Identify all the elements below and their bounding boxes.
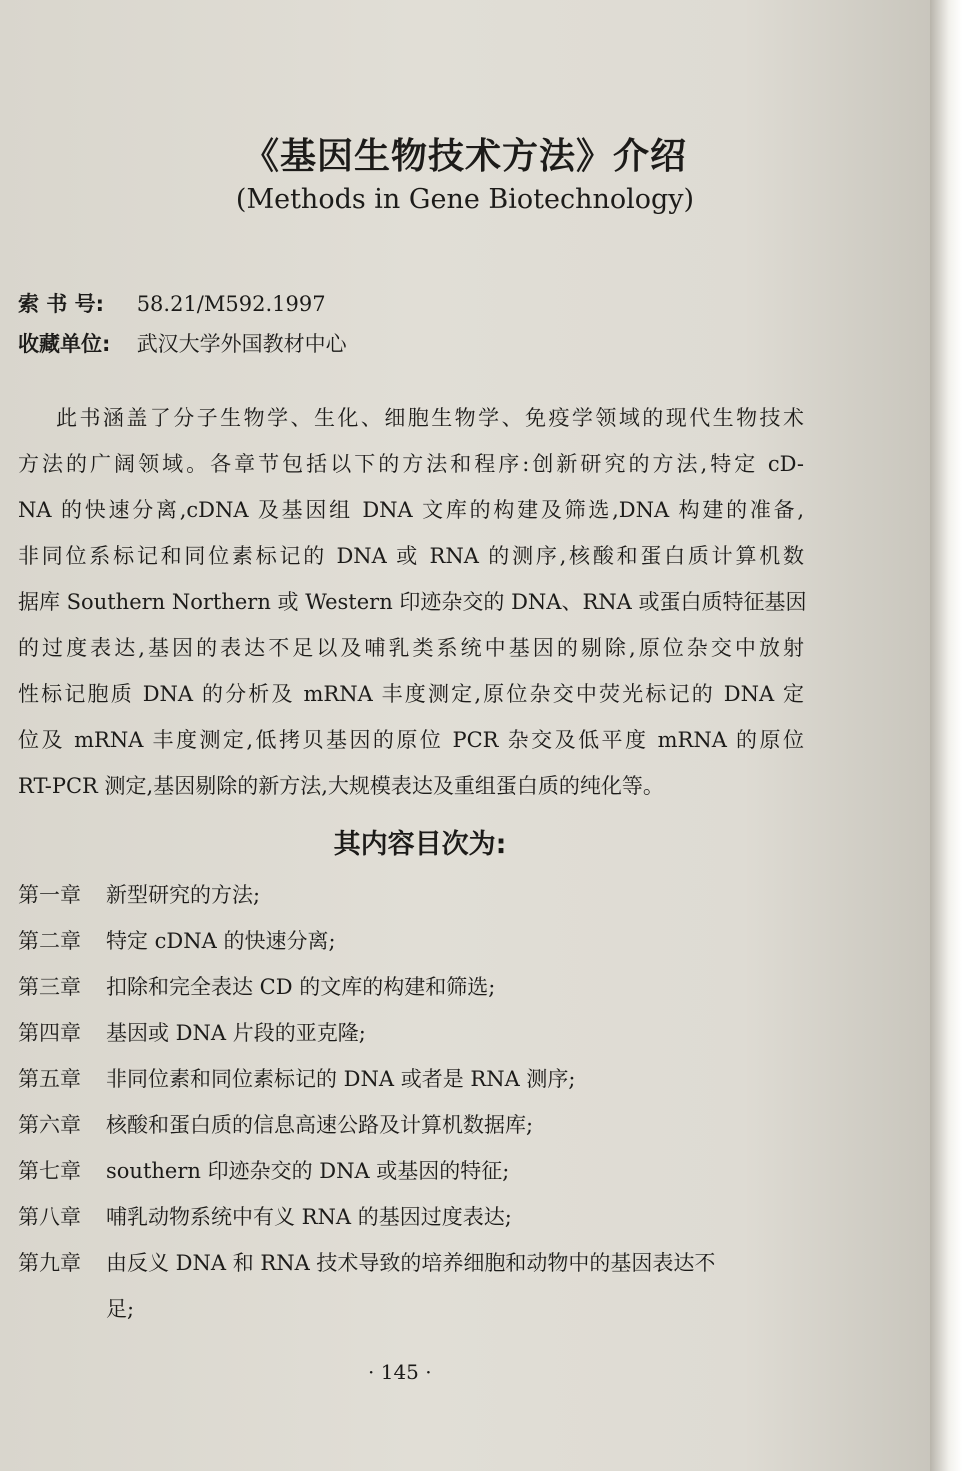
call-number-label: 索 书 号: bbox=[18, 292, 105, 316]
toc-text: 哺乳动物系统中有义 RNA 的基因过度表达; bbox=[106, 1205, 512, 1229]
paragraph-line: RT-PCR 测定,基因剔除的新方法,大规模表达及重组蛋白质的纯化等。 bbox=[18, 774, 664, 798]
toc-chapter: 第五章 bbox=[18, 1067, 81, 1091]
holder-label: 收藏单位: bbox=[18, 332, 111, 356]
paragraph-line: 据库 Southern Northern 或 Western 印迹杂交的 DNA、RNA 或蛋白质特征基因 bbox=[18, 590, 807, 614]
paragraph-line: 的过度表达,基因的表达不足以及哺乳类系统中基因的剔除,原位杂交中放射 bbox=[18, 636, 804, 660]
toc-chapter: 第四章 bbox=[18, 1021, 81, 1045]
toc-text: 由反义 DNA 和 RNA 技术导致的培养细胞和动物中的基因表达不 bbox=[106, 1251, 716, 1275]
toc-chapter: 第三章 bbox=[18, 975, 81, 999]
toc-text: 扣除和完全表达 CD 的文库的构建和筛选; bbox=[106, 975, 496, 999]
toc-chapter: 第七章 bbox=[18, 1159, 81, 1183]
toc-text: southern 印迹杂交的 DNA 或基因的特征; bbox=[106, 1159, 510, 1183]
paragraph-line: 位及 mRNA 丰度测定,低拷贝基因的原位 PCR 杂交及低平度 mRNA 的原位 bbox=[18, 728, 804, 752]
toc-item bbox=[18, 1010, 818, 1056]
page-number: · 145 · bbox=[368, 1360, 432, 1384]
toc-heading: 其内容目次为: bbox=[333, 829, 507, 860]
toc-item bbox=[18, 1056, 818, 1102]
document-title: 《基因生物技术方法》介绍 bbox=[242, 136, 687, 177]
call-number-row bbox=[18, 288, 326, 318]
paragraph-line: NA 的快速分离,cDNA 及基因组 DNA 文库的构建及筛选,DNA 构建的准备, bbox=[18, 498, 804, 522]
paragraph-line: 方法的广阔领域。各章节包括以下的方法和程序:创新研究的方法,特定 cD- bbox=[18, 452, 804, 476]
toc-chapter: 第二章 bbox=[18, 929, 81, 953]
toc-text: 特定 cDNA 的快速分离; bbox=[106, 929, 336, 953]
toc-item bbox=[18, 1148, 818, 1194]
toc-text: 新型研究的方法; bbox=[106, 883, 261, 907]
toc-text: 非同位素和同位素标记的 DNA 或者是 RNA 测序; bbox=[106, 1067, 576, 1091]
toc-item bbox=[18, 1194, 818, 1240]
toc-chapter: 第一章 bbox=[18, 883, 81, 907]
holder-value: 武汉大学外国教材中心 bbox=[136, 332, 347, 356]
toc-item bbox=[18, 1240, 818, 1332]
holder-row bbox=[18, 328, 347, 358]
toc-item bbox=[18, 872, 818, 918]
toc-item bbox=[18, 964, 818, 1010]
paragraph-line: 非同位系标记和同位素标记的 DNA 或 RNA 的测序,核酸和蛋白质计算机数 bbox=[18, 544, 804, 568]
toc-chapter: 第九章 bbox=[18, 1251, 81, 1275]
toc-item bbox=[18, 1102, 818, 1148]
toc-chapter: 第六章 bbox=[18, 1113, 81, 1137]
toc-item bbox=[18, 918, 818, 964]
toc-text: 基因或 DNA 片段的亚克隆; bbox=[106, 1021, 366, 1045]
paragraph-line: 性标记胞质 DNA 的分析及 mRNA 丰度测定,原位杂交中荧光标记的 DNA 定 bbox=[18, 682, 804, 706]
table-of-contents bbox=[18, 872, 818, 1332]
toc-text: 核酸和蛋白质的信息高速公路及计算机数据库; bbox=[106, 1113, 534, 1137]
call-number-value: 58.21/M592.1997 bbox=[136, 292, 326, 316]
document-subtitle: (Methods in Gene Biotechnology) bbox=[235, 184, 695, 215]
description-paragraph bbox=[18, 395, 807, 809]
paragraph-line: 此书涵盖了分子生物学、生化、细胞生物学、免疫学领域的现代生物技术 bbox=[56, 406, 804, 430]
toc-chapter: 第八章 bbox=[18, 1205, 81, 1229]
book-spine-edge bbox=[930, 0, 962, 1471]
toc-text-continuation: 足; bbox=[106, 1297, 135, 1321]
